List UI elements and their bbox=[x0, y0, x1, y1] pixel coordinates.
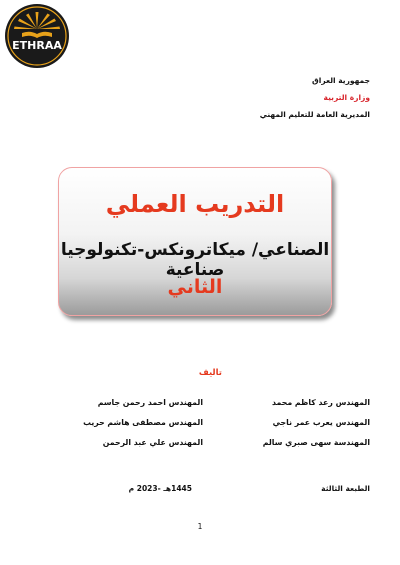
title-box bbox=[58, 167, 332, 316]
author-name: المهندس احمد رحمن جاسم bbox=[97, 398, 203, 407]
logo-text: ETHRAA bbox=[12, 39, 62, 52]
country-name: جمهورية العراق bbox=[312, 76, 370, 85]
grade-label: الثاني bbox=[167, 276, 223, 298]
author-name: المهندس رعد كاظم محمد bbox=[272, 398, 370, 407]
ethraa-logo bbox=[4, 3, 70, 69]
edition-year: 1445هـ -2023 م bbox=[128, 484, 192, 493]
author-name: المهندسة سهى صبري سالم bbox=[262, 438, 370, 447]
book-title: التدريب العملي bbox=[105, 190, 285, 218]
directorate-name: المديرية العامة للتعليم المهني bbox=[259, 110, 370, 119]
ministry-header bbox=[260, 72, 370, 123]
book-subtitle: الصناعي/ ميكاترونكس-تكنولوجيا صناعية bbox=[60, 240, 330, 280]
author-name: المهندس علي عبد الرحمن bbox=[102, 438, 203, 447]
ministry-name: وزارة التربية bbox=[323, 93, 370, 102]
authors-heading: تاليف bbox=[198, 368, 222, 378]
authors-right-column bbox=[263, 393, 370, 453]
edition-label: الطبعة الثالثة bbox=[321, 484, 370, 493]
authors-left-column bbox=[83, 393, 203, 453]
author-name: المهندس يعرب عمر ناجي bbox=[272, 418, 370, 427]
author-name: المهندس مصطفى هاشم حريب bbox=[83, 418, 203, 427]
page-number: 1 bbox=[197, 522, 203, 531]
